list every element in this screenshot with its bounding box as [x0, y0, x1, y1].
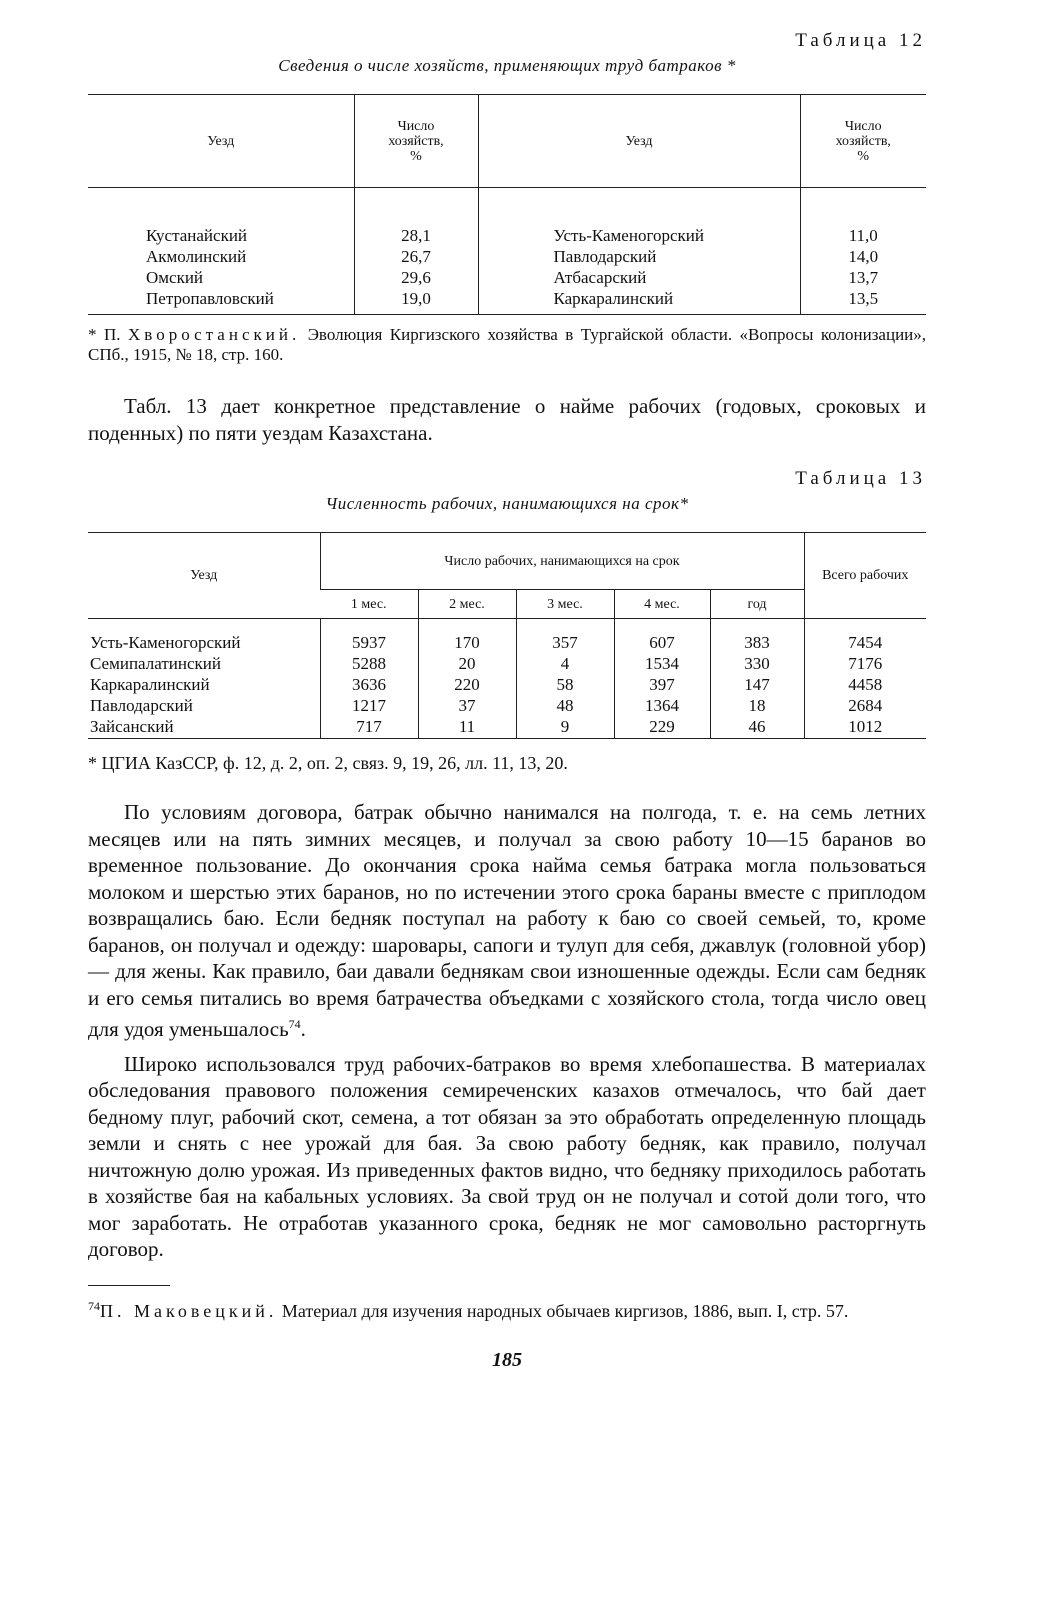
table13-row	[88, 653, 926, 674]
table13-header-m4: 4 мес.	[614, 590, 710, 619]
paragraph-1-text: По условиям договора, батрак обычно нанимался на полгода, т. е. на семь летних месяцев или на пять зимних месяцев, и получал за свою работу 10—15 баранов во временное пользование. До окончания срока найма семья батрака могла пользоваться молоком и шерстью этих баранов, но по истечении этого срока бараны вместе с приплодом возвращались баю. Если бедняк поступал на работу к баю со своей семьей, то, кроме баранов, он получал и одежду: шаровары, сапоги и тулуп для себя, джавлук (головной убор) — для жены. Как правило, баи давали беднякам свои изношенные одежды. Если сам бедняк и его семья питались во время батрачества объедками с хозяйского стола, тогда число овец для удоя уменьшалось	[88, 800, 926, 1041]
table13-row	[88, 619, 926, 654]
table13-cell-name: Усть-Каменогорский	[90, 633, 241, 652]
table13-header-total: Всего рабочих	[804, 533, 926, 619]
table13-cell-m1: 1217	[320, 695, 418, 716]
table13-cell-total: 1012	[804, 716, 926, 739]
table13-cell-m1: 3636	[320, 674, 418, 695]
table12-header-uezd-left: Уезд	[88, 95, 354, 188]
table12-row	[88, 288, 926, 315]
page	[88, 30, 926, 1372]
table13-cell-m3: 357	[516, 619, 614, 654]
table12-cell-percent: 28,1	[354, 188, 478, 247]
table13-cell-m1: 717	[320, 716, 418, 739]
table13-cell-year: 18	[710, 695, 804, 716]
header-line: хозяйств,	[388, 133, 444, 149]
table12-cell-uezd: Омский	[146, 268, 204, 287]
table13-cell-m3: 48	[516, 695, 614, 716]
table12-cell-percent: 14,0	[800, 246, 926, 267]
table13-label: Таблица 13	[795, 468, 926, 489]
footnote-74-mark: 74	[88, 1298, 100, 1313]
table12-cell-uezd: Каркаралинский	[478, 288, 800, 315]
table13-cell-m4: 397	[614, 674, 710, 695]
paragraph-2: Широко использовался труд рабочих-батраков во время хлебопашества. В материалах обследования правового положения семиреченских казахов отмечалось, что бай дает бедному плуг, рабочий скот, семена, а тот обязан за это обработать определенную площадь земли и снять с нее урожай для бая. За свою работу бедняк, как правило, получал ничтожную долю урожая. Из приведенных фактов видно, что бедняку приходилось работать в хозяйстве бая на кабальных условиях. За свой труд он не получал и сотой доли того, что мог заработать. Не отработав указанного срока, бедняк не мог самовольно расторгнуть договор.	[88, 1051, 926, 1261]
table13-header-group: Число рабочих, нанимающихся на срок	[320, 533, 804, 590]
footnote-74-author: П. Маковецкий.	[100, 1300, 278, 1321]
table13-header-m1: 1 мес.	[320, 590, 418, 619]
table13-cell-year: 46	[710, 716, 804, 739]
table12-row	[88, 188, 926, 247]
footnote-ref-74: 74	[288, 1017, 301, 1031]
table12-row	[88, 267, 926, 288]
table12-cell-uezd: Усть-Каменогорский	[478, 188, 800, 247]
table12-cell-percent: 13,7	[800, 267, 926, 288]
table13-header-m3: 3 мес.	[516, 590, 614, 619]
table13-header-uezd: Уезд	[88, 533, 320, 619]
table13-cell-year: 330	[710, 653, 804, 674]
table13-row	[88, 674, 926, 695]
table13-row	[88, 716, 926, 739]
table13-cell-m2: 11	[418, 716, 516, 739]
table12-body	[88, 188, 926, 315]
table12-cell-percent: 19,0	[354, 288, 478, 315]
table13-cell-m3: 9	[516, 716, 614, 739]
footnote-74-text: Материал для изучения народных обычаев киргизов, 1886, вып. I, стр. 57.	[281, 1300, 849, 1321]
table13-header-year: год	[710, 590, 804, 619]
table13-cell-m2: 170	[418, 619, 516, 654]
table13-cell-name: Семипалатинский	[90, 654, 221, 673]
table13-cell-m3: 4	[516, 653, 614, 674]
table12-header-percent-left	[354, 95, 478, 188]
footnote-text: Эволюция Киргизского хозяйства в Тургайской области. «Вопросы колонизации», СПб., 1915, № 18, стр. 160.	[88, 325, 927, 364]
table13-cell-m3: 58	[516, 674, 614, 695]
table12-cell-uezd: Кустанайский	[146, 226, 248, 245]
table12-cell-percent: 26,7	[354, 246, 478, 267]
footnote-divider	[88, 1285, 170, 1286]
table12-cell-uezd: Петропавловский	[146, 289, 274, 308]
table13-row	[88, 695, 926, 716]
table13	[88, 532, 926, 739]
footnote-mark: * П.	[88, 325, 121, 344]
table13-cell-m2: 37	[418, 695, 516, 716]
table13-cell-year: 383	[710, 619, 804, 654]
table13-cell-m4: 1364	[614, 695, 710, 716]
table13-header-m2: 2 мес.	[418, 590, 516, 619]
table13-cell-m2: 220	[418, 674, 516, 695]
table13-cell-year: 147	[710, 674, 804, 695]
table12-cell-uezd: Акмолинский	[146, 247, 247, 266]
table13-title: Численность рабочих, нанимающихся на срок*	[325, 494, 689, 513]
header-line: Число	[397, 118, 435, 134]
page-number: 185	[492, 1348, 522, 1371]
table13-cell-m4: 607	[614, 619, 710, 654]
table13-body	[88, 619, 926, 739]
table13-cell-name: Павлодарский	[90, 696, 193, 715]
footnote-74	[88, 1296, 926, 1321]
table12-title: Сведения о числе хозяйств, применяющих труд батраков *	[278, 56, 736, 75]
header-line: %	[410, 148, 422, 164]
table13-cell-m4: 1534	[614, 653, 710, 674]
intro-paragraph: Табл. 13 дает конкретное представление о найме рабочих (годовых, сроковых и поденных) по пяти уездам Казахстана.	[88, 394, 926, 445]
table12-footnote	[88, 325, 926, 365]
footnote-author: Хворостанский.	[128, 325, 301, 344]
table13-cell-m1: 5288	[320, 653, 418, 674]
table13-cell-m2: 20	[418, 653, 516, 674]
table12-header-uezd-right: Уезд	[478, 95, 800, 188]
table12-cell-percent: 29,6	[354, 267, 478, 288]
header-line: Число	[844, 118, 882, 134]
table12-cell-percent: 13,5	[800, 288, 926, 315]
table12-row	[88, 246, 926, 267]
table13-footnote: * ЦГИА КазССР, ф. 12, д. 2, оп. 2, связ. 9, 19, 26, лл. 11, 13, 20.	[88, 753, 568, 773]
table12-cell-uezd: Атбасарский	[478, 267, 800, 288]
table12-header-percent-right	[800, 95, 926, 188]
table13-cell-total: 4458	[804, 674, 926, 695]
table13-cell-name: Зайсанский	[90, 717, 174, 736]
table12-cell-uezd: Павлодарский	[478, 246, 800, 267]
table12-cell-percent: 11,0	[800, 188, 926, 247]
table13-cell-m4: 229	[614, 716, 710, 739]
table12-label: Таблица 12	[795, 30, 926, 51]
table13-cell-name: Каркаралинский	[90, 675, 210, 694]
paragraph-1: По условиям договора, батрак обычно нанимался на полгода, т. е. на семь летних месяцев или на пять зимних месяцев, и получал за свою работу 10—15 баранов во временное пользование. До окончания срока найма семья батрака могла пользоваться молоком и шерстью этих баранов, но по истечении этого срока бараны вместе с приплодом возвращались баю. Если бедняк поступал на работу к баю со своей семьей, то, кроме баранов, он получал и одежду: шаровары, сапоги и тулуп для себя, джавлук (головной убор) — для жены. Как правило, баи давали беднякам свои изношенные одежды. Если сам бедняк и его семья питались во время батрачества объедками с хозяйского стола, тогда число овец для удоя уменьшалось$^{74}$.	[88, 800, 926, 1041]
table13-cell-total: 7454	[804, 619, 926, 654]
table13-cell-total: 2684	[804, 695, 926, 716]
header-line: хозяйств,	[835, 133, 891, 149]
table12	[88, 94, 926, 315]
header-line: %	[857, 148, 870, 164]
table13-cell-total: 7176	[804, 653, 926, 674]
table13-cell-m1: 5937	[320, 619, 418, 654]
